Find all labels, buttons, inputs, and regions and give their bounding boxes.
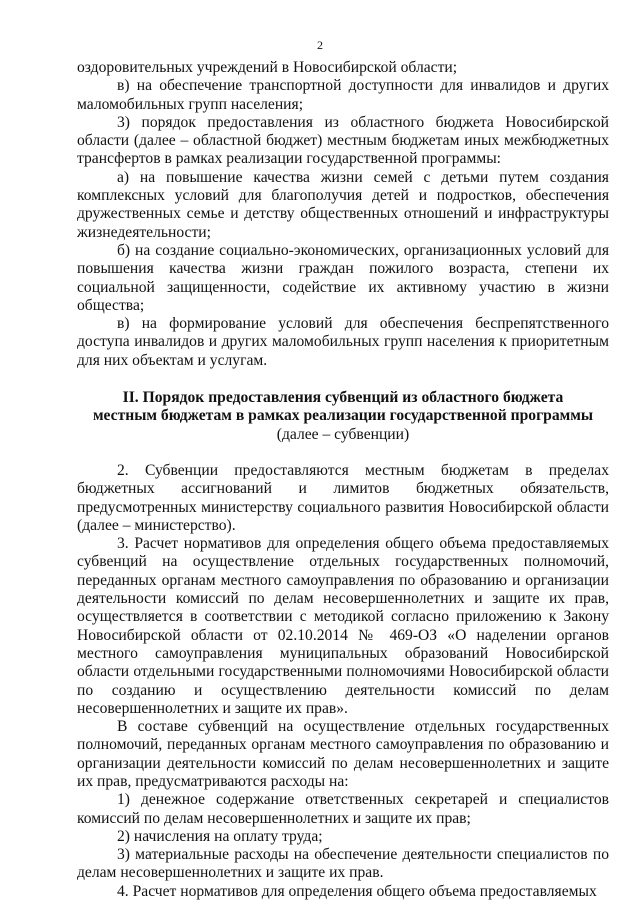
paragraph: В составе субвенций на осуществление отдельных государственных полномочий, переданных органам местного самоуправления по образованию и организации деятельности комиссий по делам несовершеннолетних и защите их прав, предусматриваются расходы на:: [77, 718, 609, 790]
section-heading: II. Порядок предоставления субвенций из областного бюджета местным бюджетам в рамках реализации государственной программы: [92, 389, 594, 425]
paragraph: 4. Расчет нормативов для определения общего объема предоставляемых: [117, 882, 597, 900]
paragraph: б) на создание социально-экономических, организационных условий для повышения качества жизни граждан пожилого возраста, степени их социальной защищенности, содействие их активному участию в жизни общества;: [77, 241, 609, 314]
paragraph: 3) порядок предоставления из областного бюджета Новосибирской области (далее – областной бюджет) местным бюджетам иных межбюджетных трансфертов в рамках реализации государственной программы:: [77, 113, 609, 168]
paragraph: в) на формирование условий для обеспечения беспрепятственного доступа инвалидов и других маломобильных групп населения к приоритетным для них объектам и услугам.: [77, 315, 609, 369]
paragraph: 3. Расчет нормативов для определения общего объема предоставляемых субвенций на осуществление отдельных государственных полномочий, переданных органам местного самоуправления по образованию и организации деятельности комиссий по делам несовершеннолетних и защите их прав, осуществляется в соответствии с методикой согласно приложению к Закону Новосибирской области от 02.10.2014 № 469-ОЗ «О наделении органов местного самоуправления муниципальных образований Новосибирской области отдельными государственными полномочиями Новосибирской области по созданию и осуществлению деятельности комиссий по делам несовершеннолетних и защите их прав».: [77, 535, 609, 717]
paragraph: 3) материальные расходы на обеспечение деятельности специалистов по делам несовершеннолетних и защите их прав.: [77, 846, 609, 882]
paragraph: 2) начисления на оплату труда;: [117, 827, 323, 845]
page-number: 2: [317, 38, 323, 52]
section-subheading: (далее – субвенции): [276, 425, 410, 443]
paragraph: 2. Субвенции предоставляются местным бюджетам в пределах бюджетных ассигнований и лимитов бюджетных обязательств, предусмотренных министерству социального развития Новосибирской области (далее – министерство).: [77, 461, 609, 534]
paragraph: 1) денежное содержание ответственных секретарей и специалистов комиссий по делам несовершеннолетних и защите их прав;: [77, 791, 609, 827]
document-body: [77, 59, 609, 901]
paragraph: в) на обеспечение транспортной доступности для инвалидов и других маломобильных групп населения;: [77, 77, 609, 113]
paragraph: оздоровительных учреждений в Новосибирской области;: [77, 59, 458, 76]
paragraph: а) на повышение качества жизни семей с детьми путем создания комплексных условий для благополучия детей и подростков, обеспечения дружественных семье и детству общественных отношений и инфраструктуры жизнедеятельности;: [77, 168, 609, 241]
